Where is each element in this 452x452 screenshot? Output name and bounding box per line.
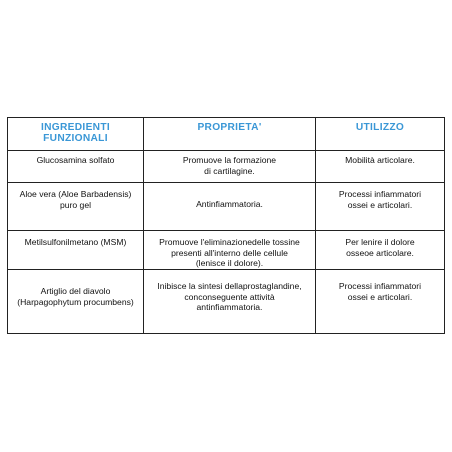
cell-text: Mobilità articolare. xyxy=(345,155,415,165)
cell-property xyxy=(144,151,316,183)
header-usage xyxy=(316,118,445,151)
table-header-row xyxy=(8,118,445,151)
cell-ingredient xyxy=(8,231,144,270)
cell-text: (lenisce il dolore). xyxy=(195,258,264,268)
cell-text: Inibisce la sintesi dellaprostaglandine, xyxy=(157,281,302,291)
cell-text: Antinfiammatoria. xyxy=(196,199,263,209)
header-text: INGREDIENTI xyxy=(41,122,110,133)
cell-text: Processi infiammatori xyxy=(338,281,422,291)
ingredients-table-container xyxy=(7,117,444,333)
cell-text: Per lenire il dolore xyxy=(345,237,415,247)
cell-text: Glucosamina solfato xyxy=(36,155,115,165)
cell-text: di cartilagine. xyxy=(204,165,255,176)
cell-ingredient xyxy=(8,270,144,334)
header-text: UTILIZZO xyxy=(355,122,405,133)
cell-text: conconseguente attività xyxy=(184,291,275,302)
cell-property xyxy=(144,231,316,270)
cell-use xyxy=(316,151,445,183)
cell-ingredient xyxy=(8,183,144,231)
cell-text: Promuove la formazione xyxy=(182,155,277,165)
cell-text: Metilsulfonilmetano (MSM) xyxy=(24,237,127,247)
ingredients-table xyxy=(7,117,445,334)
table-row xyxy=(8,183,445,231)
cell-ingredient xyxy=(8,151,144,183)
cell-property xyxy=(144,183,316,231)
cell-text: Processi infiammatori xyxy=(338,189,422,199)
header-text: PROPRIETA' xyxy=(197,122,262,133)
cell-text: ossei e articolari. xyxy=(347,291,413,302)
table-row xyxy=(8,231,445,270)
header-properties xyxy=(144,118,316,151)
cell-use xyxy=(316,183,445,231)
cell-use xyxy=(316,231,445,270)
cell-property xyxy=(144,270,316,334)
cell-text: antinfiammatoria. xyxy=(196,302,263,312)
cell-text: osseoe articolare. xyxy=(346,247,414,258)
cell-text: Artiglio del diavolo xyxy=(40,286,111,296)
cell-text: presenti all'interno delle cellule xyxy=(171,247,288,258)
cell-text: Aloe vera (Aloe Barbadensis) xyxy=(19,189,132,199)
header-ingredients xyxy=(8,118,144,151)
cell-text: (Harpagophytum procumbens) xyxy=(17,296,134,307)
cell-text: puro gel xyxy=(59,199,92,210)
table-row xyxy=(8,270,445,334)
cell-text: Promuove l'eliminazionedelle tossine xyxy=(159,237,300,247)
table-row xyxy=(8,151,445,183)
cell-use xyxy=(316,270,445,334)
header-text: FUNZIONALI xyxy=(43,132,108,144)
cell-text: ossei e articolari. xyxy=(347,199,413,210)
